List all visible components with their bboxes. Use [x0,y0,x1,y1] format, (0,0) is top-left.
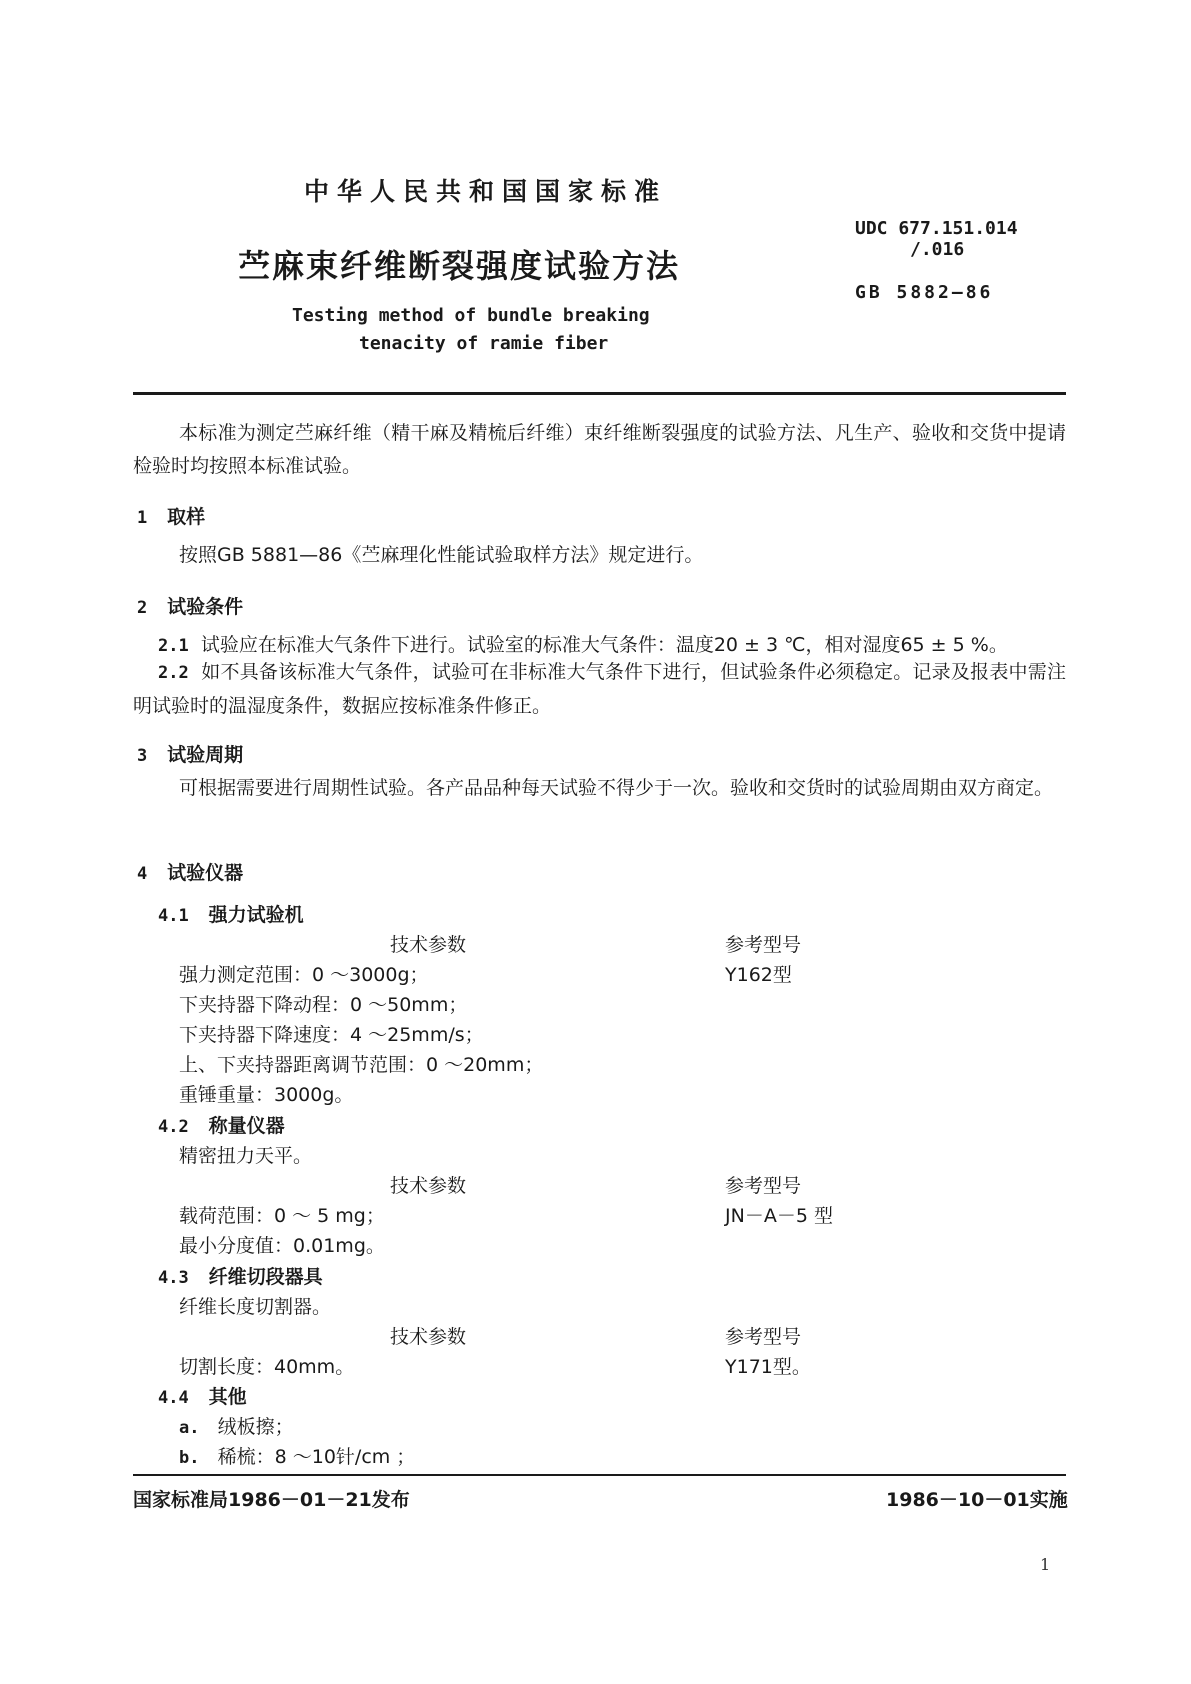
section-number: 1 [137,508,148,528]
intro-paragraph: 本标准为测定苎麻纤维（精干麻及精梳后纤维）束纤维断裂强度的试验方法、凡生产、验收和交货中提请检验时均按照本标准试验。 [133,422,1066,477]
item-4-3-heading [158,1262,323,1289]
item-number: 4.3 [158,1268,189,1288]
spec-line: 最小分度值：0.01mg。 [179,1235,385,1257]
section-number: 3 [137,746,148,766]
item-number: 4.1 [158,906,189,926]
list-item-b [179,1442,415,1469]
section-4-heading [137,858,243,885]
list-text: 绒板擦； [217,1416,294,1438]
gb-number: GB 5882—86 [855,282,994,303]
english-title-line-1: Testing method of bundle breaking [292,305,650,326]
item-4-1-heading [158,900,304,927]
spec-line: 上、下夹持器距离调节范围：0 ～20mm； [179,1054,544,1076]
item-title: 强力试验机 [208,904,304,926]
item-4-2-heading [158,1111,285,1138]
column-header-model: 参考型号 [725,934,802,956]
list-item-a [179,1412,294,1439]
item-title: 称量仪器 [208,1115,285,1137]
page-number: 1 [1040,1555,1051,1574]
model-value: Y171型。 [725,1356,811,1378]
clause-text: 如不具备该标准大气条件，试验可在非标准大气条件下进行，但试验条件必须稳定。记录及报表中需注明试验时的温湿度条件，数据应按标准条件修正。 [133,661,1066,717]
section-3-text: 可根据需要进行周期性试验。各产品品种每天试验不得少于一次。验收和交货时的试验周期由双方商定。 [179,777,1054,799]
clause-number: 2.2 [158,663,189,683]
column-header-params: 技术参数 [390,1175,467,1197]
item-4-4-heading [158,1382,247,1409]
column-header-model: 参考型号 [725,1175,802,1197]
spec-line: 载荷范围：0 ～ 5 mg； [179,1205,385,1227]
clause-text: 试验应在标准大气条件下进行。试验室的标准大气条件：温度20 ± 3 ℃，相对湿度65 ± 5 %。 [200,634,1008,656]
footer-divider [133,1474,1066,1476]
section-number: 4 [137,864,148,884]
item-number: 4.4 [158,1388,189,1408]
spec-line: 下夹持器下降速度：4 ～25mm/s； [179,1024,484,1046]
spec-line: 下夹持器下降动程：0 ～50mm； [179,994,468,1016]
section-1-heading [137,502,205,529]
list-label: b. [179,1448,200,1468]
english-title-line-2: tenacity of ramie fiber [359,333,609,354]
section-3-heading [137,740,243,767]
section-title: 试验周期 [167,744,244,766]
column-header-params: 技术参数 [390,934,467,956]
spec-line: 切割长度：40mm。 [179,1356,355,1378]
section-number: 2 [137,598,148,618]
clause-number: 2.1 [158,636,189,656]
section-title: 取样 [167,506,206,528]
section-2-heading [137,592,243,619]
standard-heading: 中华人民共和国国家标准 [304,177,668,206]
spec-line: 强力测定范围：0 ～3000g； [179,964,429,986]
clause-2-1 [158,630,1008,657]
spec-line: 重锤重量：3000g。 [179,1084,354,1106]
effective-date: 1986－10－01实施 [886,1489,1068,1511]
column-header-params: 技术参数 [390,1326,467,1348]
udc-code-suffix: /.016 [910,239,965,260]
section-1-text: 按照GB 5881—86《苎麻理化性能试验取样方法》规定进行。 [179,544,704,566]
item-description: 精密扭力天平。 [179,1145,313,1167]
model-value: Y162型 [725,964,792,986]
section-title: 试验仪器 [167,862,244,884]
item-title: 其他 [208,1386,247,1408]
header-divider [133,392,1066,395]
section-title: 试验条件 [167,596,244,618]
page-title: 苎麻束纤维断裂强度试验方法 [238,247,681,285]
list-text: 稀梳：8 ～10针/cm ； [217,1446,416,1468]
column-header-model: 参考型号 [725,1326,802,1348]
item-number: 4.2 [158,1117,189,1137]
list-label: a. [179,1418,200,1438]
udc-code: UDC 677.151.014 [855,218,1018,239]
model-value: JN－A－5 型 [725,1205,833,1227]
item-description: 纤维长度切割器。 [179,1296,332,1318]
item-title: 纤维切段器具 [208,1266,323,1288]
issue-date: 国家标准局1986－01－21发布 [133,1489,410,1511]
clause-2-2 [133,656,1066,723]
